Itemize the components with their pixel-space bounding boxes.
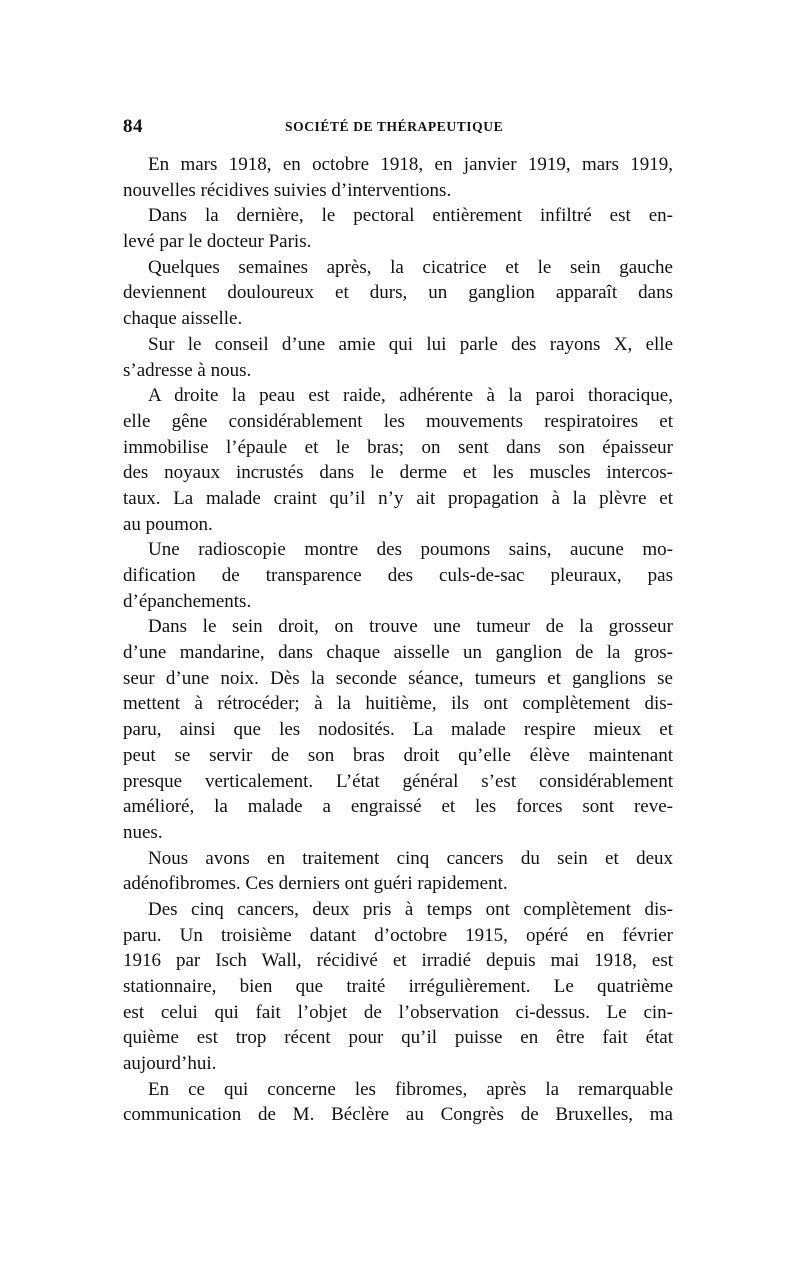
text-line: levé par le docteur Paris. bbox=[123, 231, 312, 253]
text-line: d’épanchements. bbox=[123, 590, 252, 612]
text-line: taux. La malade craint qu’il n’y ait propagation à la plèvre et bbox=[123, 487, 673, 509]
text-line: Une radioscopie montre des poumons sains, aucune mo- bbox=[148, 539, 673, 561]
text-line: Nous avons en traitement cinq cancers du sein et deux bbox=[148, 847, 673, 869]
text-line: A droite la peau est raide, adhérente à la paroi thoracique, bbox=[148, 385, 673, 407]
text-line: est celui qui fait l’objet de l’observation ci-dessus. Le cin- bbox=[123, 1001, 673, 1023]
text-line: au poumon. bbox=[123, 513, 213, 535]
text-line: Dans le sein droit, on trouve une tumeur de la grosseur bbox=[148, 616, 673, 638]
text-line: quième est trop récent pour qu’il puisse en être fait état bbox=[123, 1027, 673, 1049]
text-line: seur d’une noix. Dès la seconde séance, tumeurs et ganglions se bbox=[123, 667, 673, 689]
text-line: paru. Un troisième datant d’octobre 1915, opéré en février bbox=[123, 924, 673, 946]
text-line: adénofibromes. Ces derniers ont guéri rapidement. bbox=[123, 873, 508, 895]
body-text bbox=[123, 152, 673, 1128]
text-line: presque verticalement. L’état général s’est considérablement bbox=[123, 770, 673, 792]
text-line: aujourd’hui. bbox=[123, 1053, 217, 1075]
text-line: 1916 par Isch Wall, récidivé et irradié depuis mai 1918, est bbox=[123, 950, 673, 972]
running-title: SOCIÉTÉ DE THÉRAPEUTIQUE bbox=[285, 119, 504, 134]
text-line: s’adresse à nous. bbox=[123, 359, 252, 381]
text-line: En ce qui concerne les fibromes, après la remarquable bbox=[148, 1078, 673, 1100]
text-line: nues. bbox=[123, 821, 163, 843]
text-line: d’une mandarine, dans chaque aisselle un ganglion de la gros- bbox=[123, 642, 673, 664]
text-line: nouvelles récidives suivies d’interventions. bbox=[123, 179, 452, 201]
text-line: deviennent douloureux et durs, un ganglion apparaît dans bbox=[123, 282, 673, 304]
text-line: Quelques semaines après, la cicatrice et le sein gauche bbox=[148, 256, 673, 278]
text-line: des noyaux incrustés dans le derme et les muscles intercos- bbox=[123, 462, 673, 484]
text-line: Dans la dernière, le pectoral entièrement infiltré est en- bbox=[148, 205, 673, 227]
text-line: chaque aisselle. bbox=[123, 308, 243, 330]
page-number: 84 bbox=[123, 116, 143, 137]
text-line: peut se servir de son bras droit qu’elle élève maintenant bbox=[123, 744, 673, 766]
text-line: amélioré, la malade a engraissé et les forces sont reve- bbox=[123, 796, 673, 818]
text-line: paru, ainsi que les nodosités. La malade respire mieux et bbox=[123, 719, 673, 741]
text-line: elle gêne considérablement les mouvements respiratoires et bbox=[123, 410, 673, 432]
text-line: immobilise l’épaule et le bras; on sent dans son épaisseur bbox=[123, 436, 673, 458]
text-line: dification de transparence des culs-de-sac pleuraux, pas bbox=[123, 565, 673, 586]
page-header bbox=[123, 116, 673, 138]
text-line: communication de M. Béclère au Congrès de Bruxelles, ma bbox=[123, 1104, 673, 1126]
text-line: En mars 1918, en octobre 1918, en janvier 1919, mars 1919, bbox=[148, 154, 673, 175]
text-line: stationnaire, bien que traité irrégulièrement. Le quatrième bbox=[123, 976, 673, 997]
text-line: Sur le conseil d’une amie qui lui parle des rayons X, elle bbox=[148, 333, 673, 355]
text-line: Des cinq cancers, deux pris à temps ont complètement dis- bbox=[148, 898, 673, 920]
text-line: mettent à rétrocéder; à la huitième, ils ont complètement dis- bbox=[123, 693, 673, 715]
